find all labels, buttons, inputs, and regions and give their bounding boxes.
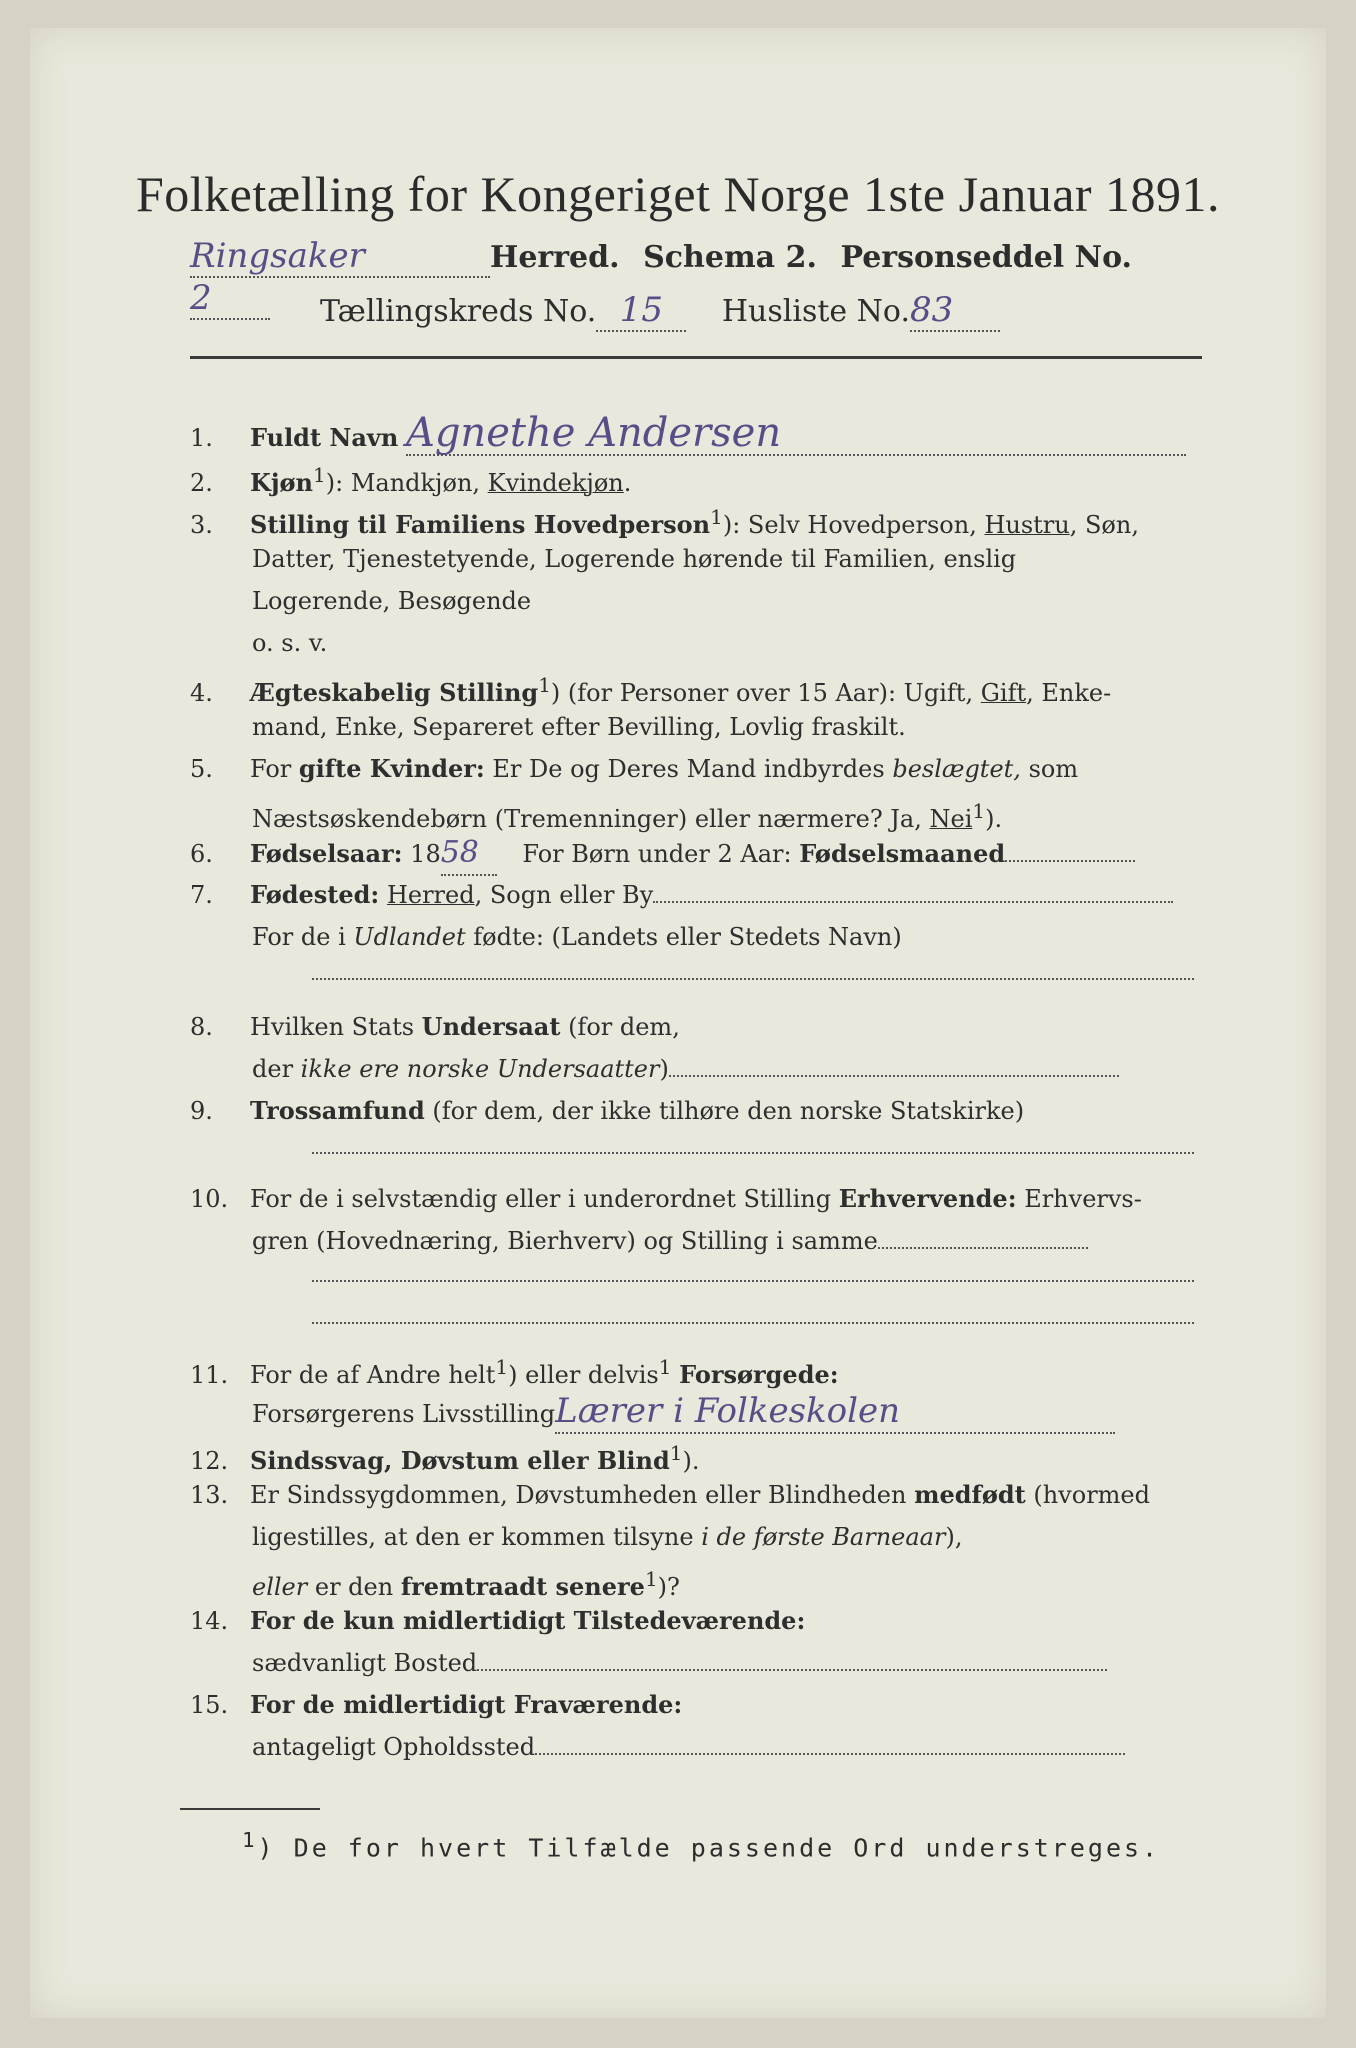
- herred-value: Ringsaker: [190, 236, 490, 278]
- item-3: 3. Stilling til Familiens Hovedperson$^1$): Selv Hovedperson, Hustru, Søn,: [190, 505, 1139, 539]
- item-6: 6. Fødselsaar: 1858 For Børn under 2 Aar: Fødselsmaaned: [190, 832, 1200, 876]
- item-13: 13. Er Sindssygdommen, Døvstumheden eller Blindheden medfødt (hvormed: [190, 1480, 1150, 1509]
- personseddel-label: Personseddel No.: [840, 240, 1132, 275]
- item-2: 2. Kjøn$^1$): Mandkjøn, Kvindekjøn.: [190, 463, 632, 497]
- personseddel-value: 2: [190, 278, 270, 320]
- item-1: 1. Fuldt Navn Agnethe Andersen: [190, 412, 1200, 459]
- herred-underlined: Herred: [386, 881, 475, 909]
- herred-label: Herred.: [490, 240, 620, 275]
- birth-year-value: 58: [441, 832, 497, 876]
- item-9: 9. Trossamfund (for dem, der ikke tilhøre den norske Statskirke): [190, 1096, 1025, 1125]
- kreds-label: Tællingskreds No.: [320, 294, 597, 329]
- footnote: $^1$) De for hvert Tilfælde passende Ord understreges.: [242, 1828, 1161, 1863]
- footnote-rule: [180, 1808, 320, 1810]
- gift-underlined: Gift: [980, 679, 1027, 707]
- item-10: 10. For de i selvstændig eller i underordnet Stilling Erhvervende: Erhvervs-: [190, 1184, 1142, 1213]
- item-7: 7. Fødested: Herred, Sogn eller By: [190, 874, 1200, 916]
- husliste-label: Husliste No.: [721, 294, 911, 329]
- item-12: 12. Sindssvag, Døvstum eller Blind$^1$).: [190, 1441, 700, 1475]
- item-15: 15. For de midlertidigt Fraværende:: [190, 1690, 683, 1719]
- item-8: 8. Hvilken Stats Undersaat (for dem,: [190, 1012, 680, 1041]
- header-rule: [190, 356, 1202, 359]
- item-5: 5. For gifte Kvinder: Er De og Deres Mand indbyrdes beslægtet, som: [190, 754, 1079, 783]
- item-11: 11. For de af Andre helt$^1$) eller delvis$^1$ Forsørgede:: [190, 1355, 839, 1389]
- schema-label: Schema 2.: [643, 240, 817, 275]
- nei-underlined: Nei: [929, 805, 973, 833]
- item-4: 4. Ægteskabelig Stilling$^1$) (for Personer over 15 Aar): Ugift, Gift, Enke-: [190, 673, 1112, 707]
- kreds-line: [320, 290, 1220, 332]
- kvindekjon-underlined: Kvindekjøn: [487, 469, 624, 497]
- kreds-value: 15: [596, 290, 686, 332]
- husliste-value: 83: [910, 290, 1000, 332]
- full-name-value: Agnethe Andersen: [406, 412, 1186, 456]
- hustru-underlined: Hustru: [984, 511, 1070, 539]
- item-14: 14. For de kun midlertidigt Tilstedeværende:: [190, 1606, 806, 1635]
- form-title: Folketælling for Kongeriget Norge 1ste Januar 1891.: [135, 166, 1221, 222]
- provider-occupation-value: Lærer i Folkeskolen: [555, 1390, 1115, 1434]
